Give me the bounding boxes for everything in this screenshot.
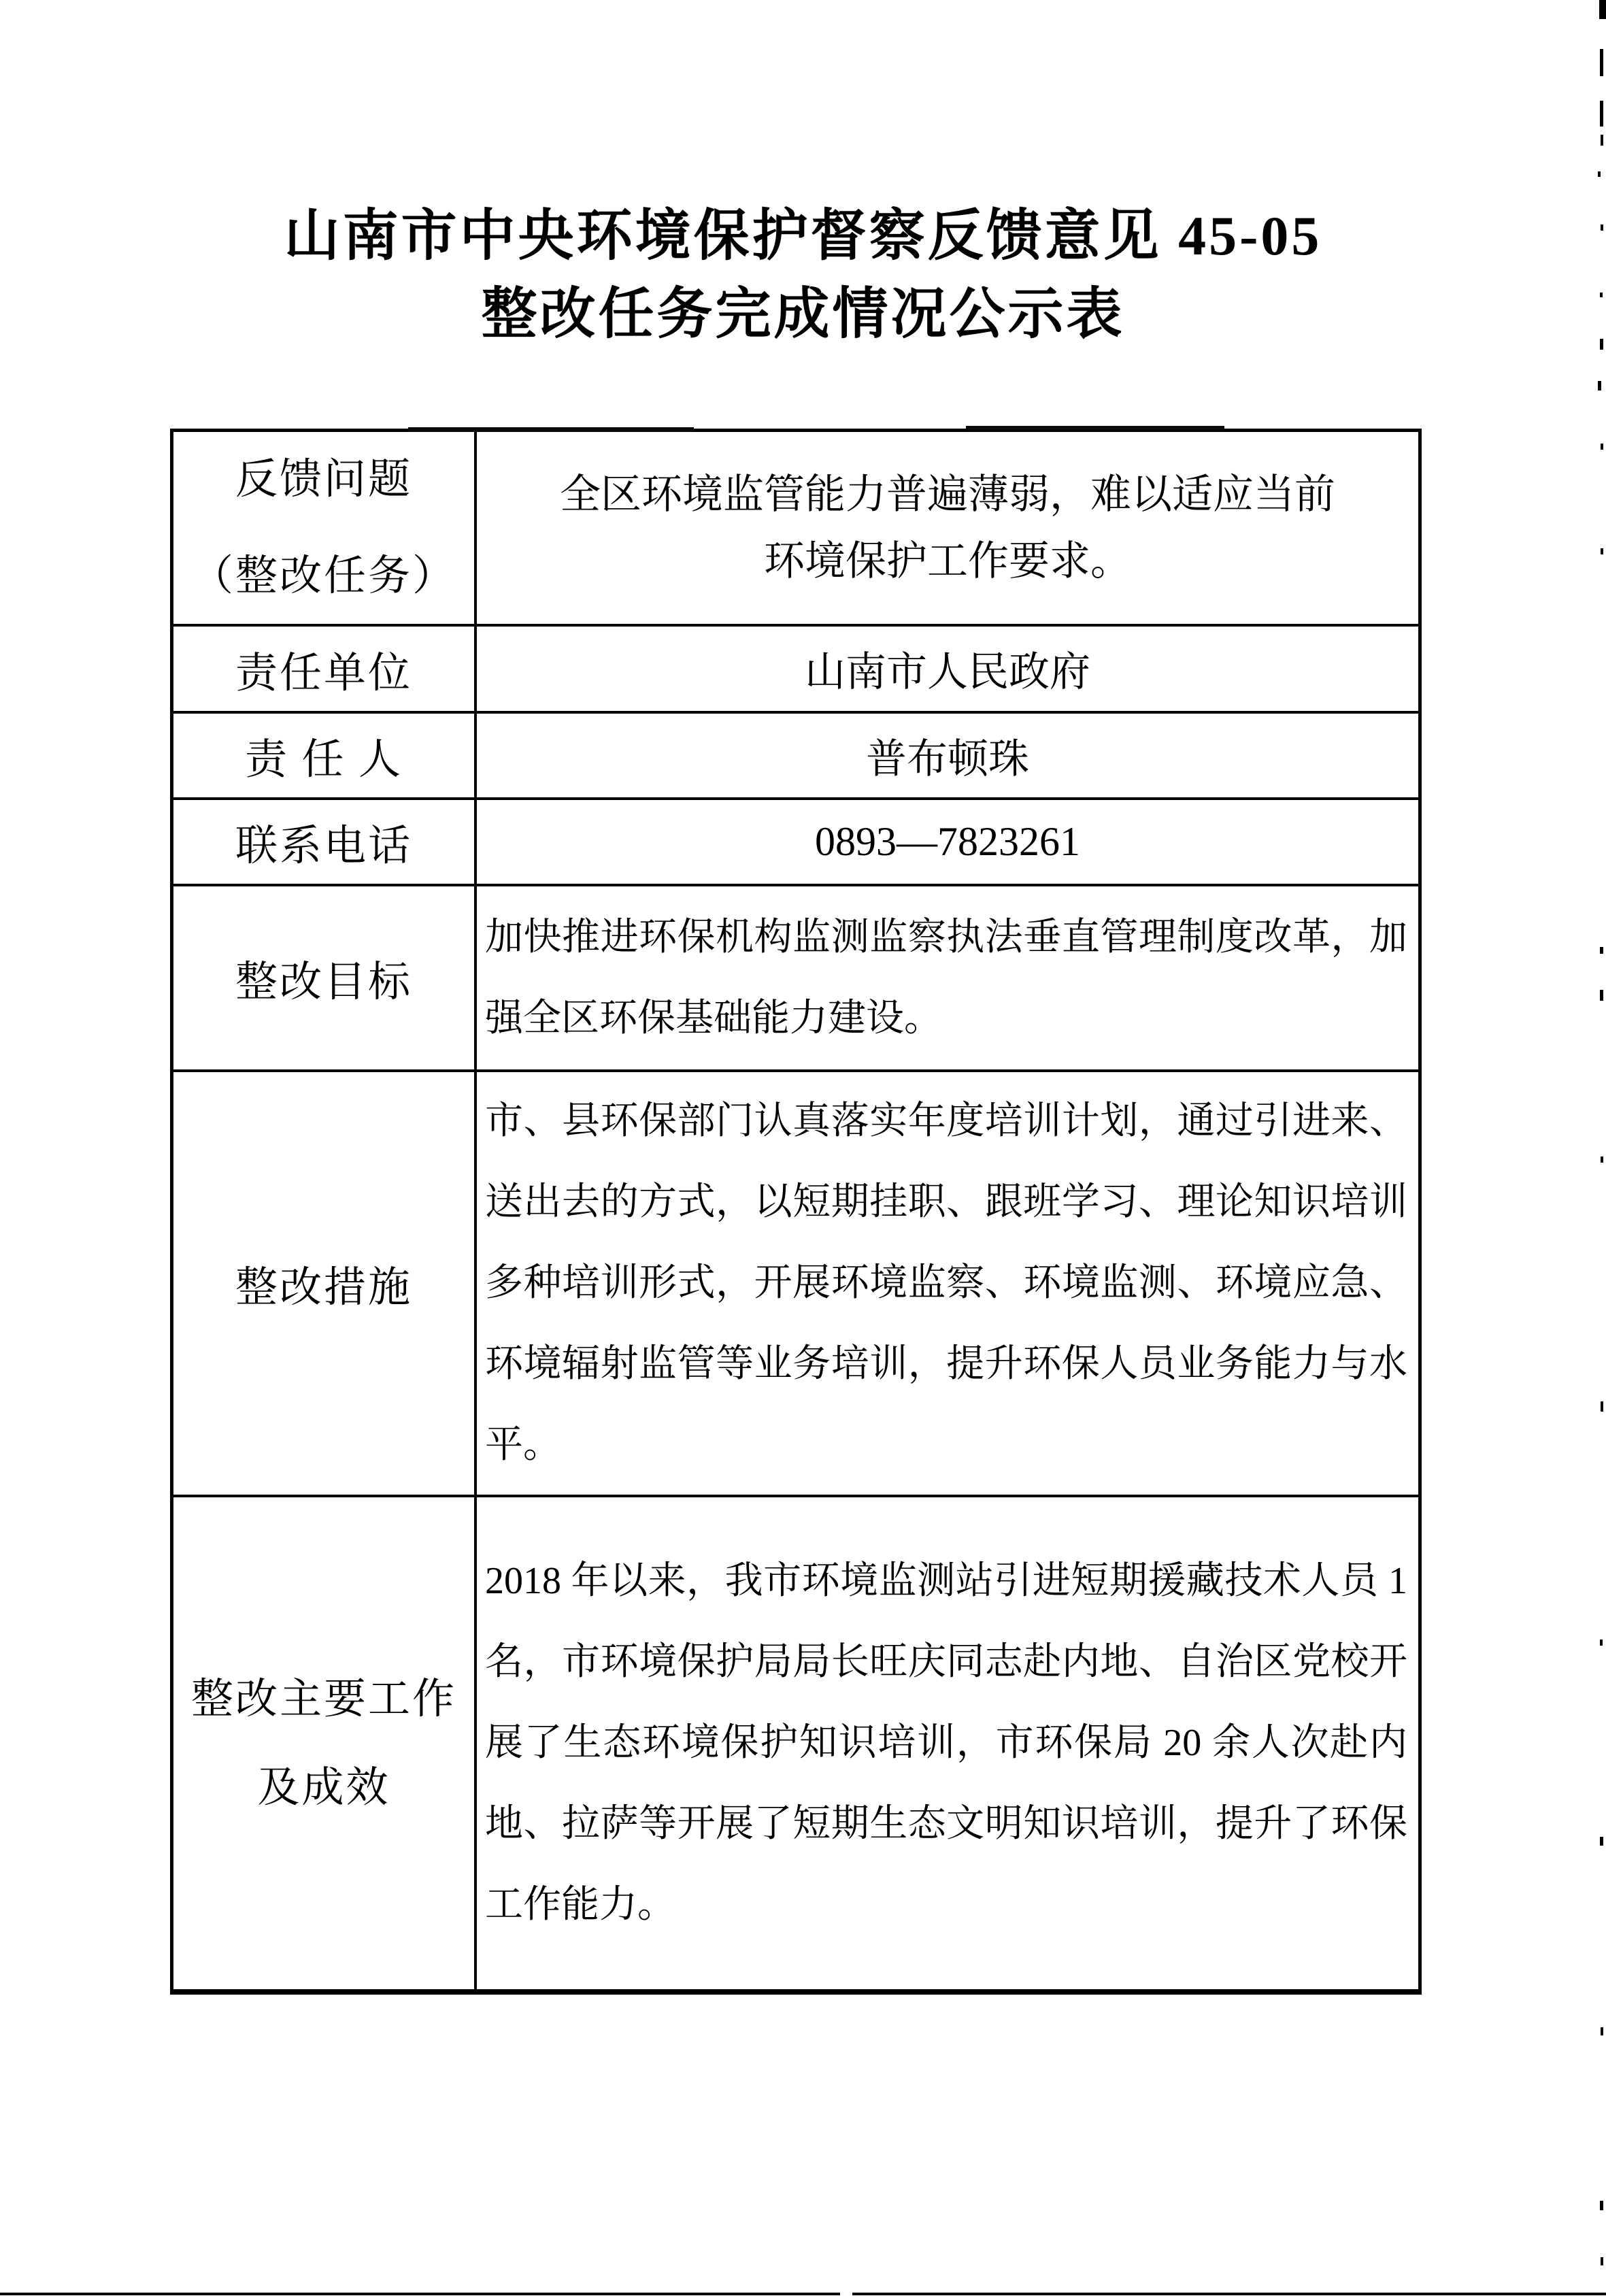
scan-artifact (1600, 293, 1603, 297)
label-text: 整改主要工作 (190, 1676, 456, 1723)
content-cell-rectification-target (477, 886, 1418, 1072)
scan-artifact (1601, 1401, 1603, 1412)
label-cell-work-results (173, 1497, 477, 1989)
phone-number: 0893—7823261 (815, 819, 1080, 864)
scan-artifact (1601, 1157, 1603, 1163)
document-title (0, 197, 1606, 353)
content-line: 工作能力。 (485, 1884, 675, 1926)
content-line: 2018 年以来，我市环境监测站引进短期援藏技术人员 1 (485, 1560, 1407, 1602)
content-cell-responsible-person (477, 714, 1418, 800)
label-text: 整改措施 (235, 1265, 412, 1311)
scan-artifact (1601, 444, 1603, 450)
content-line: 地、拉萨等开展了短期生态文明知识培训，提升了环保 (485, 1803, 1407, 1845)
content-line: 送出去的方式，以短期挂职、跟班学习、理论知识培训 (485, 1181, 1407, 1223)
label-text: 联系电话 (235, 823, 412, 869)
scan-artifact (1598, 171, 1601, 177)
content-line: 平。 (485, 1424, 561, 1466)
content-text: 普布顿珠 (866, 736, 1029, 782)
scan-artifact (966, 426, 1224, 431)
scan-artifact (1598, 381, 1601, 390)
content-line: 全区环境监管能力普遍薄弱，难以适应当前 (560, 472, 1335, 517)
scan-artifact (1600, 101, 1603, 127)
scan-artifact (1601, 135, 1603, 146)
scan-artifact (408, 427, 694, 432)
content-line: 名，市环境保护局局长旺庆同志赴内地、自治区党校开 (485, 1641, 1407, 1683)
label-cell-rectification-measures (173, 1072, 477, 1497)
scan-artifact (1601, 2257, 1603, 2265)
scan-artifact (1601, 548, 1603, 554)
content-cell-rectification-measures (477, 1072, 1418, 1497)
content-line: 市、县环保部门认真落实年度培训计划，通过引进来、 (485, 1100, 1407, 1142)
label-text: （整改任务） (190, 553, 456, 599)
scan-artifact (852, 2293, 1606, 2295)
scan-artifact (1600, 990, 1603, 1001)
label-text: 责 任 人 (244, 737, 403, 783)
label-cell-contact-phone (173, 800, 477, 886)
content-line: 展了生态环境保护知识培训，市环保局 20 余人次赴内 (485, 1722, 1407, 1764)
content-line: 环境保护工作要求。 (764, 539, 1131, 584)
label-cell-responsible-unit (173, 627, 477, 714)
label-cell-rectification-target (173, 886, 477, 1072)
scan-artifact (1600, 1837, 1603, 1846)
content-cell-contact-phone (477, 800, 1418, 886)
scan-artifact (1600, 2201, 1603, 2210)
content-line: 加快推进环保机构监测监察执法垂直管理制度改革，加 (485, 916, 1407, 959)
content-text: 山南市人民政府 (805, 650, 1090, 695)
document-title-line2: 整改任务完成情况公示表 (481, 283, 1125, 345)
label-text: 整改目标 (235, 959, 412, 1005)
document-title-line1: 山南市中央环境保护督察反馈意见 45-05 (284, 205, 1322, 267)
label-text: 及成效 (257, 1764, 390, 1811)
content-line: 环境辐射监管等业务培训，提升环保人员业务能力与水 (485, 1343, 1407, 1385)
scan-artifact (1600, 1640, 1603, 1646)
scan-artifact (1599, 0, 1606, 19)
label-cell-feedback-problem (173, 432, 477, 627)
label-text: 责任单位 (235, 650, 412, 697)
scan-artifact (0, 2293, 840, 2295)
scan-artifact (1600, 947, 1603, 954)
scan-artifact (1601, 224, 1603, 231)
content-cell-responsible-unit (477, 627, 1418, 714)
scan-artifact (1601, 2027, 1603, 2035)
content-cell-feedback-problem (477, 432, 1418, 627)
label-cell-responsible-person (173, 714, 477, 800)
scan-artifact (1600, 339, 1603, 350)
scan-artifact (1600, 49, 1603, 76)
notice-table (170, 429, 1422, 1995)
content-cell-work-results (477, 1497, 1418, 1989)
content-line: 强全区环保基础能力建设。 (485, 997, 942, 1039)
content-line: 多种培训形式，开展环境监察、环境监测、环境应急、 (485, 1262, 1407, 1304)
label-text: 反馈问题 (235, 456, 412, 503)
